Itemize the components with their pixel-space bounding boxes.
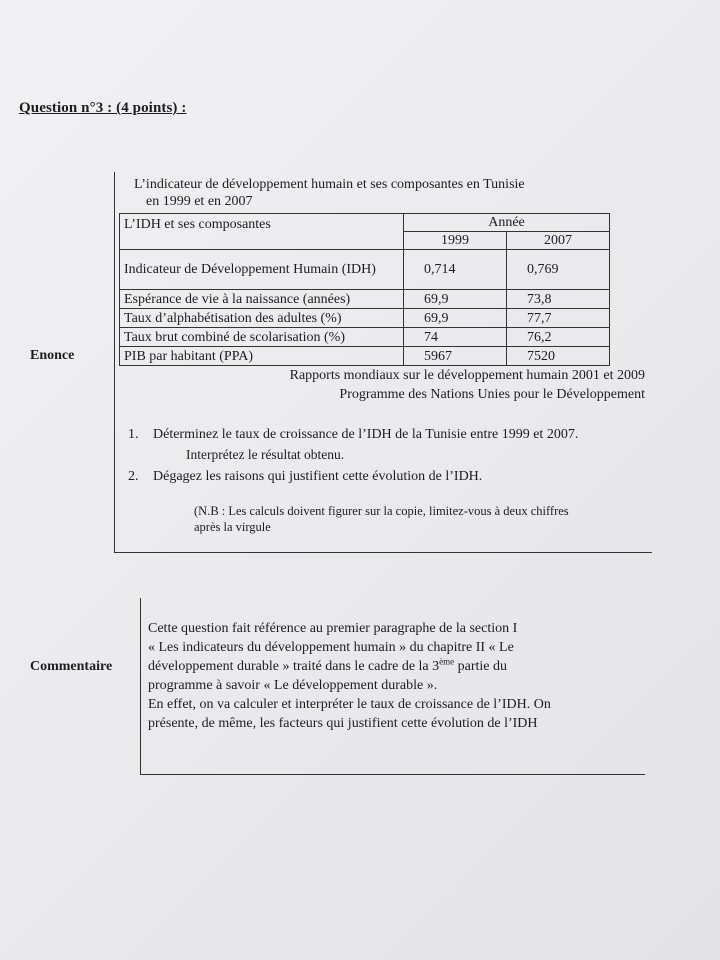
table-row-label: Taux brut combiné de scolarisation (%) bbox=[120, 328, 404, 347]
table-cell-1999: 74 bbox=[404, 328, 507, 347]
commentaire-line: En effet, on va calculer et interpréter le taux de croissance de l’IDH. On bbox=[148, 697, 551, 712]
table-cell-1999: 5967 bbox=[404, 347, 507, 366]
table-row bbox=[120, 290, 610, 309]
table-cell-1999: 69,9 bbox=[404, 290, 507, 309]
commentaire-line: « Les indicateurs du développement humain » du chapitre II « Le bbox=[148, 640, 514, 655]
table-row bbox=[120, 328, 610, 347]
question-text: Déterminez le taux de croissance de l’IDH de la Tunisie entre 1999 et 2007. bbox=[153, 427, 579, 442]
enonce-label: Enonce bbox=[30, 348, 75, 363]
table-cell-2007: 0,769 bbox=[507, 250, 610, 290]
table-caption-line2: en 1999 et en 2007 bbox=[146, 194, 253, 209]
table-row bbox=[120, 250, 610, 290]
table-row-label: Espérance de vie à la naissance (années) bbox=[120, 290, 404, 309]
table-row bbox=[120, 347, 610, 366]
commentaire-label: Commentaire bbox=[30, 659, 113, 674]
table-header-year-2007: 2007 bbox=[507, 232, 610, 250]
commentaire-line3-pre: développement durable » traité dans le cadre de la 3 bbox=[148, 659, 440, 674]
table-header-left: L’IDH et ses composantes bbox=[120, 214, 404, 250]
question-title: Question n°3 : (4 points) : bbox=[19, 100, 187, 116]
table-row-label: Indicateur de Développement Humain (IDH) bbox=[120, 250, 404, 290]
table-cell-1999: 0,714 bbox=[404, 250, 507, 290]
note-line1: (N.B : Les calculs doivent figurer sur la copie, limitez-vous à deux chiffres bbox=[194, 504, 569, 518]
commentaire-line: programme à savoir « Le développement durable ». bbox=[148, 678, 438, 693]
table-caption-line1: L’indicateur de développement humain et ses composantes en Tunisie bbox=[134, 177, 525, 192]
table-cell-2007: 76,2 bbox=[507, 328, 610, 347]
ordinal-superscript: ème bbox=[439, 656, 455, 667]
table-caption bbox=[134, 176, 604, 210]
idh-table bbox=[119, 213, 610, 366]
table-header-year-1999: 1999 bbox=[404, 232, 507, 250]
table-row-label: Taux d’alphabétisation des adultes (%) bbox=[120, 309, 404, 328]
question-text: Dégagez les raisons qui justifient cette évolution de l’IDH. bbox=[153, 469, 483, 484]
question-list bbox=[128, 425, 648, 487]
commentaire-line: Cette question fait référence au premier paragraphe de la section I bbox=[148, 621, 518, 636]
table-cell-2007: 77,7 bbox=[507, 309, 610, 328]
table-row-label: PIB par habitant (PPA) bbox=[120, 347, 404, 366]
table-row bbox=[120, 309, 610, 328]
commentaire-text bbox=[148, 619, 648, 733]
question-number: 1. bbox=[128, 427, 139, 442]
table-cell-2007: 73,8 bbox=[507, 290, 610, 309]
table-header-year-group: Année bbox=[404, 214, 610, 232]
question-item bbox=[128, 425, 648, 445]
source-line2: Programme des Nations Unies pour le Développement bbox=[339, 387, 645, 402]
table-cell-2007: 7520 bbox=[507, 347, 610, 366]
question-subtext: Interprétez le résultat obtenu. bbox=[186, 447, 345, 462]
table-cell-1999: 69,9 bbox=[404, 309, 507, 328]
commentaire-line3-post: partie du bbox=[454, 659, 508, 674]
commentaire-line: présente, de même, les facteurs qui justifient cette évolution de l’IDH bbox=[148, 716, 538, 731]
question-item bbox=[128, 467, 648, 487]
calculation-note bbox=[194, 503, 644, 535]
table-source bbox=[150, 366, 645, 404]
source-line1: Rapports mondiaux sur le développement humain 2001 et 2009 bbox=[289, 368, 645, 383]
note-line2: après la virgule bbox=[194, 520, 271, 534]
question-number: 2. bbox=[128, 469, 139, 484]
commentaire-line bbox=[148, 657, 648, 676]
